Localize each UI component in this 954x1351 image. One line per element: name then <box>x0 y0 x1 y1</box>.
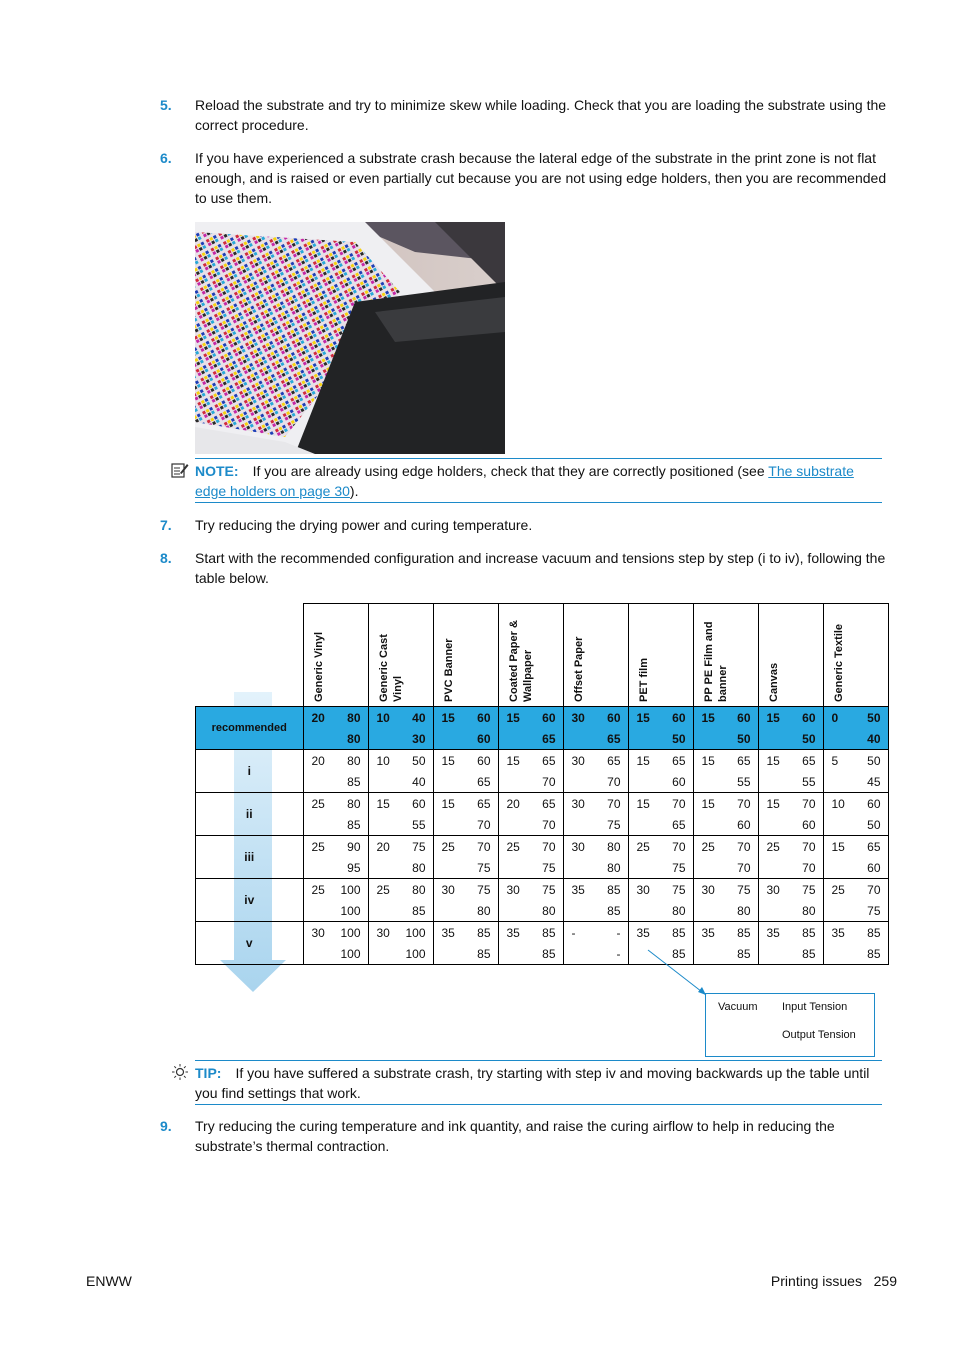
table-cell <box>498 793 563 836</box>
output-tension-value: 80 <box>347 732 361 746</box>
vacuum-value: 15 <box>636 797 650 811</box>
output-tension-value: 80 <box>672 904 686 918</box>
output-tension-value: 55 <box>737 775 751 789</box>
vacuum-value: 15 <box>506 711 520 725</box>
vacuum-value: 25 <box>701 840 715 854</box>
output-tension-value: 70 <box>477 818 491 832</box>
table-cell <box>563 793 628 836</box>
output-tension-value: 80 <box>802 904 816 918</box>
input-tension-value: 80 <box>347 754 361 768</box>
table-cell <box>563 707 628 750</box>
table-row <box>196 879 889 922</box>
footer-section: Printing issues <box>770 1273 862 1289</box>
table-cell <box>433 836 498 879</box>
vacuum-value: 15 <box>441 797 455 811</box>
note-box <box>195 458 882 503</box>
output-tension-value: 55 <box>412 818 426 832</box>
column-header: PP PE Film and banner <box>693 604 758 707</box>
output-tension-value: 65 <box>672 818 686 832</box>
column-header: Generic Vinyl <box>303 604 368 707</box>
vacuum-value: 35 <box>636 926 650 940</box>
table-cell <box>758 793 823 836</box>
table-row <box>196 750 889 793</box>
vacuum-value: 15 <box>376 797 390 811</box>
vacuum-value: 15 <box>701 754 715 768</box>
step-number: 8. <box>160 550 172 566</box>
input-tension-value: 60 <box>542 711 556 725</box>
note-after: ). <box>349 483 359 499</box>
input-tension-value: 60 <box>412 797 426 811</box>
table-cell <box>758 836 823 879</box>
output-tension-value: - <box>616 947 621 961</box>
vacuum-value: - <box>571 926 576 940</box>
input-tension-value: 60 <box>607 711 621 725</box>
vacuum-value: 15 <box>506 754 520 768</box>
input-tension-value: 85 <box>737 926 751 940</box>
input-tension-value: 85 <box>542 926 556 940</box>
row-label: iv <box>196 879 304 922</box>
table-cell <box>368 707 433 750</box>
input-tension-value: 60 <box>672 711 686 725</box>
output-tension-value: 75 <box>477 861 491 875</box>
table-cell <box>498 879 563 922</box>
input-tension-value: 70 <box>802 797 816 811</box>
table-cell <box>628 879 693 922</box>
input-tension-value: 85 <box>672 926 686 940</box>
output-tension-value: 65 <box>542 732 556 746</box>
input-tension-value: 80 <box>412 883 426 897</box>
output-tension-value: 70 <box>542 775 556 789</box>
input-tension-value: 75 <box>412 840 426 854</box>
vacuum-value: 35 <box>571 883 585 897</box>
output-tension-value: 100 <box>340 904 361 918</box>
output-tension-value: 85 <box>607 904 621 918</box>
vacuum-value: 30 <box>571 711 585 725</box>
output-tension-value: 85 <box>477 947 491 961</box>
vacuum-value: 20 <box>506 797 520 811</box>
output-tension-value: 95 <box>347 861 361 875</box>
table-cell <box>823 707 888 750</box>
output-tension-value: 60 <box>737 818 751 832</box>
table-cell <box>368 922 433 965</box>
step-8 <box>160 548 890 588</box>
table-cell <box>498 922 563 965</box>
row-label: recommended <box>196 707 304 750</box>
table-cell <box>758 879 823 922</box>
input-tension-value: 65 <box>672 754 686 768</box>
substrate-settings-table <box>195 603 889 965</box>
input-tension-value: 65 <box>477 797 491 811</box>
step-number: 5. <box>160 97 172 113</box>
vacuum-value: 35 <box>441 926 455 940</box>
printer-photo <box>195 222 505 454</box>
vacuum-value: 30 <box>571 797 585 811</box>
output-tension-value: 70 <box>737 861 751 875</box>
input-tension-value: 60 <box>867 797 881 811</box>
table-cell <box>823 793 888 836</box>
step-text: Try reducing the drying power and curing temperature. <box>195 517 533 533</box>
step-number: 7. <box>160 517 172 533</box>
table-cell <box>823 879 888 922</box>
input-tension-value: 70 <box>737 797 751 811</box>
input-tension-value: 70 <box>737 840 751 854</box>
table-cell <box>368 793 433 836</box>
table-cell <box>693 707 758 750</box>
table-cell <box>628 707 693 750</box>
input-tension-value: 65 <box>737 754 751 768</box>
output-tension-value: 50 <box>737 732 751 746</box>
table-cell <box>563 836 628 879</box>
step-text: Try reducing the curing temperature and ink quantity, and raise the curing airflow to help in reducing the substrate’s thermal contraction. <box>195 1118 835 1154</box>
table-corner <box>196 604 304 707</box>
output-tension-value: 85 <box>347 818 361 832</box>
table-cell <box>693 836 758 879</box>
table-cell <box>303 750 368 793</box>
table-cell <box>758 707 823 750</box>
tip-label: TIP: <box>195 1065 222 1081</box>
input-tension-value: 60 <box>477 711 491 725</box>
output-tension-value: 50 <box>867 818 881 832</box>
vacuum-value: 15 <box>636 754 650 768</box>
vacuum-value: 35 <box>766 926 780 940</box>
output-tension-value: 100 <box>405 947 426 961</box>
vacuum-value: 35 <box>831 926 845 940</box>
input-tension-value: 70 <box>477 840 491 854</box>
vacuum-value: 25 <box>506 840 520 854</box>
output-tension-value: 55 <box>802 775 816 789</box>
table-cell <box>303 836 368 879</box>
input-tension-value: 65 <box>802 754 816 768</box>
legend-input-tension: Input Tension <box>782 1001 848 1013</box>
note-icon <box>171 461 189 484</box>
table-row <box>196 836 889 879</box>
lightbulb-icon <box>171 1063 189 1086</box>
input-tension-value: 80 <box>347 711 361 725</box>
vacuum-value: 0 <box>831 711 839 725</box>
table-cell <box>303 879 368 922</box>
footer-right <box>771 1273 897 1289</box>
table-cell <box>303 793 368 836</box>
vacuum-value: 25 <box>376 883 390 897</box>
vacuum-value: 5 <box>831 754 839 768</box>
table-cell <box>693 793 758 836</box>
vacuum-value: 25 <box>311 797 325 811</box>
table-cell <box>563 922 628 965</box>
table-cell <box>433 750 498 793</box>
vacuum-value: 15 <box>636 711 650 725</box>
input-tension-value: 65 <box>542 754 556 768</box>
input-tension-value: 65 <box>607 754 621 768</box>
output-tension-value: 75 <box>542 861 556 875</box>
table-cell <box>433 707 498 750</box>
output-tension-value: 85 <box>412 904 426 918</box>
output-tension-value: 50 <box>802 732 816 746</box>
column-header: Canvas <box>758 604 823 707</box>
table-cell <box>758 750 823 793</box>
note-label: NOTE: <box>195 463 239 479</box>
input-tension-value: 70 <box>802 840 816 854</box>
table-row <box>196 707 889 750</box>
vacuum-value: 25 <box>441 840 455 854</box>
output-tension-value: 70 <box>607 775 621 789</box>
output-tension-value: 50 <box>672 732 686 746</box>
table-cell <box>823 750 888 793</box>
output-tension-value: 100 <box>340 947 361 961</box>
table-cell <box>563 879 628 922</box>
vacuum-value: 20 <box>376 840 390 854</box>
output-tension-value: 70 <box>802 861 816 875</box>
step-text: If you have experienced a substrate crash because the lateral edge of the substrate in the print zone is not flat enough, and is raised or even partially cut because you are not using edge holders, then you are recommended to use them. <box>195 150 887 206</box>
step-7 <box>160 515 890 535</box>
input-tension-value: 70 <box>867 883 881 897</box>
row-label: iii <box>196 836 304 879</box>
input-tension-value: 50 <box>867 754 881 768</box>
vacuum-value: 15 <box>441 711 455 725</box>
vacuum-value: 15 <box>766 754 780 768</box>
column-header: Coated Paper & Wallpaper <box>498 604 563 707</box>
table-cell <box>368 750 433 793</box>
input-tension-value: 80 <box>607 840 621 854</box>
input-tension-value: 85 <box>802 926 816 940</box>
table-cell <box>563 750 628 793</box>
vacuum-value: 30 <box>571 840 585 854</box>
vacuum-value: 15 <box>701 711 715 725</box>
vacuum-value: 15 <box>766 797 780 811</box>
output-tension-value: 80 <box>737 904 751 918</box>
output-tension-value: 80 <box>477 904 491 918</box>
vacuum-value: 25 <box>766 840 780 854</box>
column-header: Generic Textile <box>823 604 888 707</box>
step-9 <box>160 1116 890 1156</box>
table-cell <box>823 836 888 879</box>
input-tension-value: 85 <box>867 926 881 940</box>
input-tension-value: 60 <box>737 711 751 725</box>
vacuum-value: 30 <box>701 883 715 897</box>
input-tension-value: 85 <box>477 926 491 940</box>
row-label: v <box>196 922 304 965</box>
tip-box <box>195 1060 882 1105</box>
input-tension-value: 40 <box>412 711 426 725</box>
output-tension-value: 40 <box>867 732 881 746</box>
vacuum-value: 30 <box>571 754 585 768</box>
vacuum-value: 15 <box>831 840 845 854</box>
output-tension-value: 85 <box>672 947 686 961</box>
table-cell <box>433 793 498 836</box>
output-tension-value: 85 <box>737 947 751 961</box>
vacuum-value: 25 <box>636 840 650 854</box>
table-cell <box>693 750 758 793</box>
vacuum-value: 10 <box>376 711 390 725</box>
output-tension-value: 30 <box>412 732 426 746</box>
input-tension-value: 75 <box>737 883 751 897</box>
table-cell <box>498 750 563 793</box>
table-cell <box>498 707 563 750</box>
column-header: Offset Paper <box>563 604 628 707</box>
output-tension-value: 60 <box>477 732 491 746</box>
input-tension-value: 70 <box>672 797 686 811</box>
vacuum-value: 15 <box>701 797 715 811</box>
input-tension-value: 80 <box>347 797 361 811</box>
vacuum-value: 30 <box>766 883 780 897</box>
output-tension-value: 75 <box>867 904 881 918</box>
page-number: 259 <box>873 1273 897 1289</box>
input-tension-value: 75 <box>542 883 556 897</box>
vacuum-value: 30 <box>311 926 325 940</box>
step-number: 9. <box>160 1118 172 1134</box>
step-6 <box>160 148 890 208</box>
table-row <box>196 793 889 836</box>
input-tension-value: 60 <box>477 754 491 768</box>
vacuum-value: 25 <box>311 840 325 854</box>
output-tension-value: 80 <box>607 861 621 875</box>
table-cell <box>498 836 563 879</box>
output-tension-value: 60 <box>802 818 816 832</box>
vacuum-value: 35 <box>506 926 520 940</box>
table-cell <box>758 922 823 965</box>
output-tension-value: 45 <box>867 775 881 789</box>
vacuum-value: 25 <box>831 883 845 897</box>
table-cell <box>368 879 433 922</box>
output-tension-value: 40 <box>412 775 426 789</box>
input-tension-value: 65 <box>542 797 556 811</box>
input-tension-value: 70 <box>542 840 556 854</box>
output-tension-value: 85 <box>347 775 361 789</box>
output-tension-value: 75 <box>672 861 686 875</box>
table-cell <box>303 922 368 965</box>
vacuum-value: 20 <box>311 754 325 768</box>
input-tension-value: 85 <box>607 883 621 897</box>
input-tension-value: 50 <box>412 754 426 768</box>
input-tension-value: 60 <box>802 711 816 725</box>
input-tension-value: 70 <box>672 840 686 854</box>
vacuum-value: 15 <box>766 711 780 725</box>
vacuum-value: 15 <box>441 754 455 768</box>
output-tension-value: 70 <box>542 818 556 832</box>
vacuum-value: 25 <box>311 883 325 897</box>
table-cell <box>823 922 888 965</box>
output-tension-value: 60 <box>867 861 881 875</box>
vacuum-value: 20 <box>311 711 325 725</box>
step-text: Start with the recommended configuration and increase vacuum and tensions step by step (i to iv), following the table below. <box>195 550 886 586</box>
input-tension-value: 100 <box>405 926 426 940</box>
output-tension-value: 80 <box>412 861 426 875</box>
note-text: If you are already using edge holders, check that they are correctly positioned (see <box>252 463 769 479</box>
table-cell <box>303 707 368 750</box>
input-tension-value: 50 <box>867 711 881 725</box>
vacuum-value: 30 <box>376 926 390 940</box>
input-tension-value: 90 <box>347 840 361 854</box>
vacuum-value: 30 <box>441 883 455 897</box>
output-tension-value: 80 <box>542 904 556 918</box>
table-cell <box>433 922 498 965</box>
table-cell <box>368 836 433 879</box>
input-tension-value: 75 <box>802 883 816 897</box>
note-link[interactable]: The substrate edge holders on page 30 <box>195 463 854 499</box>
table-cell <box>433 879 498 922</box>
legend-vacuum: Vacuum <box>718 1001 758 1013</box>
vacuum-value: 35 <box>701 926 715 940</box>
input-tension-value: 100 <box>340 926 361 940</box>
legend-output-tension: Output Tension <box>782 1029 856 1041</box>
output-tension-value: 85 <box>802 947 816 961</box>
column-header: PVC Banner <box>433 604 498 707</box>
input-tension-value: 75 <box>672 883 686 897</box>
table-row <box>196 922 889 965</box>
output-tension-value: 65 <box>607 732 621 746</box>
footer-left: ENWW <box>86 1273 132 1289</box>
row-label: i <box>196 750 304 793</box>
output-tension-value: 60 <box>672 775 686 789</box>
input-tension-value: 65 <box>867 840 881 854</box>
table-cell <box>628 836 693 879</box>
input-tension-value: 100 <box>340 883 361 897</box>
input-tension-value: 75 <box>477 883 491 897</box>
step-text: Reload the substrate and try to minimize skew while loading. Check that you are loading the substrate using the correct procedure. <box>195 97 887 133</box>
output-tension-value: 85 <box>867 947 881 961</box>
output-tension-value: 75 <box>607 818 621 832</box>
table-cell <box>693 879 758 922</box>
vacuum-value: 10 <box>831 797 845 811</box>
legend-box <box>705 993 875 1057</box>
column-header: Generic Cast Vinyl <box>368 604 433 707</box>
vacuum-value: 30 <box>636 883 650 897</box>
vacuum-value: 10 <box>376 754 390 768</box>
step-number: 6. <box>160 150 172 166</box>
table-cell <box>628 793 693 836</box>
output-tension-value: 85 <box>542 947 556 961</box>
vacuum-value: 30 <box>506 883 520 897</box>
step-5 <box>160 95 890 135</box>
tip-text: If you have suffered a substrate crash, try starting with step iv and moving backwards up the table until you find settings that work. <box>195 1065 870 1101</box>
output-tension-value: 65 <box>477 775 491 789</box>
table-cell <box>628 750 693 793</box>
row-label: ii <box>196 793 304 836</box>
column-header: PET film <box>628 604 693 707</box>
input-tension-value: 70 <box>607 797 621 811</box>
input-tension-value: - <box>616 926 621 940</box>
